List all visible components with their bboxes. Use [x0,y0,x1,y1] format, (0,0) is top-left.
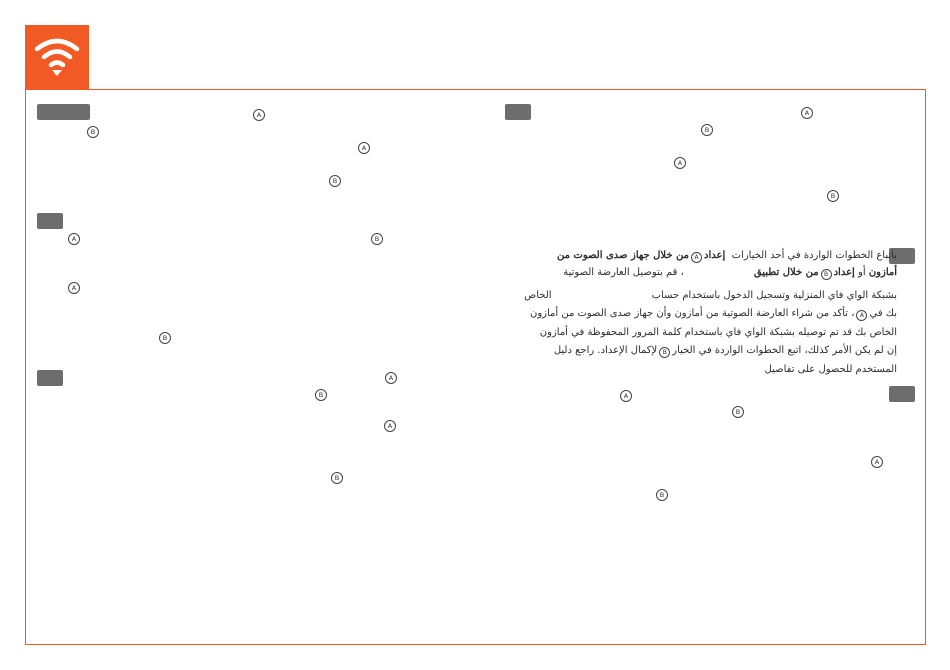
step-tab [37,213,63,229]
step-tab [889,386,915,402]
option-a-marker: A [68,282,80,294]
paragraph-line-2: أمازون أو إعدادBمن خلال تطبيق، قم بتوصيل العارضة الصوتية [563,267,897,278]
wifi-icon [25,25,89,89]
option-b-marker: B [315,389,327,401]
option-a-marker: A [384,420,396,432]
option-a-marker: A [801,107,813,119]
option-a-marker: A [856,310,867,321]
paragraph-line-7: المستخدم للحصول على تفاصيل [764,364,897,375]
step-tab [37,370,63,386]
option-a-marker: A [620,390,632,402]
option-b-marker: B [87,126,99,138]
option-b-marker: B [659,347,670,358]
option-a-marker: A [674,157,686,169]
paragraph-line-6: إن لم يكن الأمر كذلك، اتبع الخطوات الواردة في الخيارBلإكمال الإعداد. راجع دليل [553,345,897,356]
option-b-marker: B [821,269,832,280]
option-b-marker: B [732,406,744,418]
paragraph-line-3: بشبكة الواي فاي المنزلية وتسجيل الدخول باستخدام حسابالخاص [524,290,897,301]
option-b-marker: B [827,190,839,202]
option-b-marker: B [329,175,341,187]
option-b-marker: B [656,489,668,501]
option-b-marker: B [701,124,713,136]
paragraph-line-4: بك فيA، تأكد من شراء العارضة الصوتية من أمازون وأن جهاز صدى الصوت من أمازون [529,308,897,319]
option-b-marker: B [159,332,171,344]
option-a-marker: A [358,142,370,154]
paragraph-line-1: باتباع الخطوات الواردة في أحد الخيارات إعدادAمن خلال جهاز صدى الصوت من [556,250,897,261]
step-tab [505,104,531,120]
paragraph-line-5: الخاص بك قد تم توصيله بشبكة الواي فاي باستخدام كلمة المرور المحفوظة في أمازون [539,327,897,338]
option-a-marker: A [68,233,80,245]
step-tab [37,104,90,120]
option-a-marker: A [871,456,883,468]
option-a-marker: A [691,252,702,263]
option-a-marker: A [253,109,265,121]
option-a-marker: A [385,372,397,384]
option-b-marker: B [331,472,343,484]
option-b-marker: B [371,233,383,245]
wifi-badge [25,25,89,89]
